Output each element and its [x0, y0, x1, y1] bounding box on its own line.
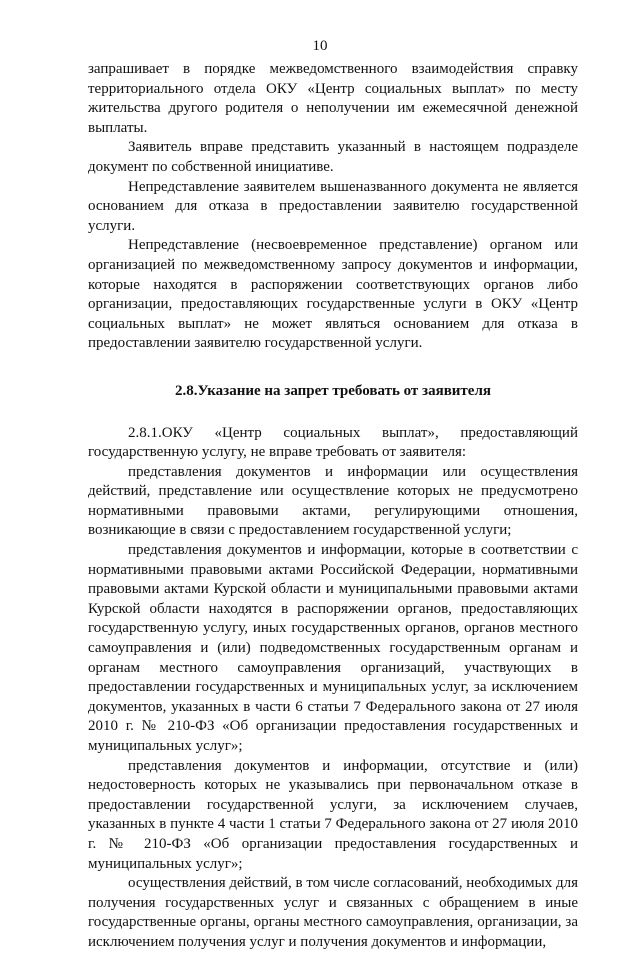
section-heading: 2.8.Указание на запрет требовать от заявителя — [174, 382, 491, 399]
paragraph: Непредставление заявителем вышеназванного документа не является основанием для отказа в предоставлении заявителю государственной услуги. — [88, 178, 578, 234]
paragraph: представления документов и информации, отсутствие и (или) недостоверность которых не указывались при первоначальном отказе в предоставлении государственной услуги, за исключением случаев, указанных в пункте 4 части 1 статьи 7 Федерального закона от 27 июля 2010 г. № 210-ФЗ «Об организации предоставления государственных и муниципальных услуг»; — [88, 757, 578, 872]
paragraph: Заявитель вправе представить указанный в настоящем подразделе документ по собственной инициативе. — [88, 139, 578, 175]
paragraph: запрашивает в порядке межведомственного взаимодействия справку территориального отдела ОКУ «Центр социальных выплат» по месту жительства другого родителя о неполучении им ежемесячной денежной выплаты. — [88, 61, 578, 136]
paragraph: осуществления действий, в том числе согласований, необходимых для получения государственных услуг и связанных с обращением в иные государственные органы, органы местного самоуправления, организации, за исключением получения услуг и получения документов и информации, — [88, 875, 579, 950]
document-body — [88, 60, 578, 953]
paragraph: 2.8.1.ОКУ «Центр социальных выплат», предоставляющий государственную услугу, не вправе требовать от заявителя: — [88, 424, 578, 461]
paragraph: Непредставление (несвоевременное представление) органом или организацией по межведомственному запросу документов и информации, которые находятся в распоряжении соответствующих органов либо организации, предоставляющих государственные услуги в ОКУ «Центр социальных выплат» не может являться основанием для отказа в предоставлении заявителю государственной услуги. — [88, 237, 578, 352]
paragraph: представления документов и информации или осуществления действий, представление или осуществление которых не предусмотрено нормативными правовыми актами, регулирующими отношения, возникающие в связи с предоставлением государственной услуги; — [88, 463, 578, 539]
paragraph: представления документов и информации, которые в соответствии с нормативными правовыми актами Российской Федерации, нормативными правовыми актами Курской области и муниципальными правовыми актами Курской области находятся в распоряжении органов, предоставляющих государственную услугу, иных государственных органов, органов местного самоуправления и (или) подведомственных государственным органам и органам местного самоуправления организаций, участвующих в предоставлении государственных и муниципальных услуг, за исключением документов, указанных в части 6 статьи 7 Федерального закона от 27 июля 2010 г. № 210-ФЗ «Об организации предоставления государственных и муниципальных услуг»; — [88, 542, 578, 754]
page-number: 10 — [312, 38, 328, 54]
